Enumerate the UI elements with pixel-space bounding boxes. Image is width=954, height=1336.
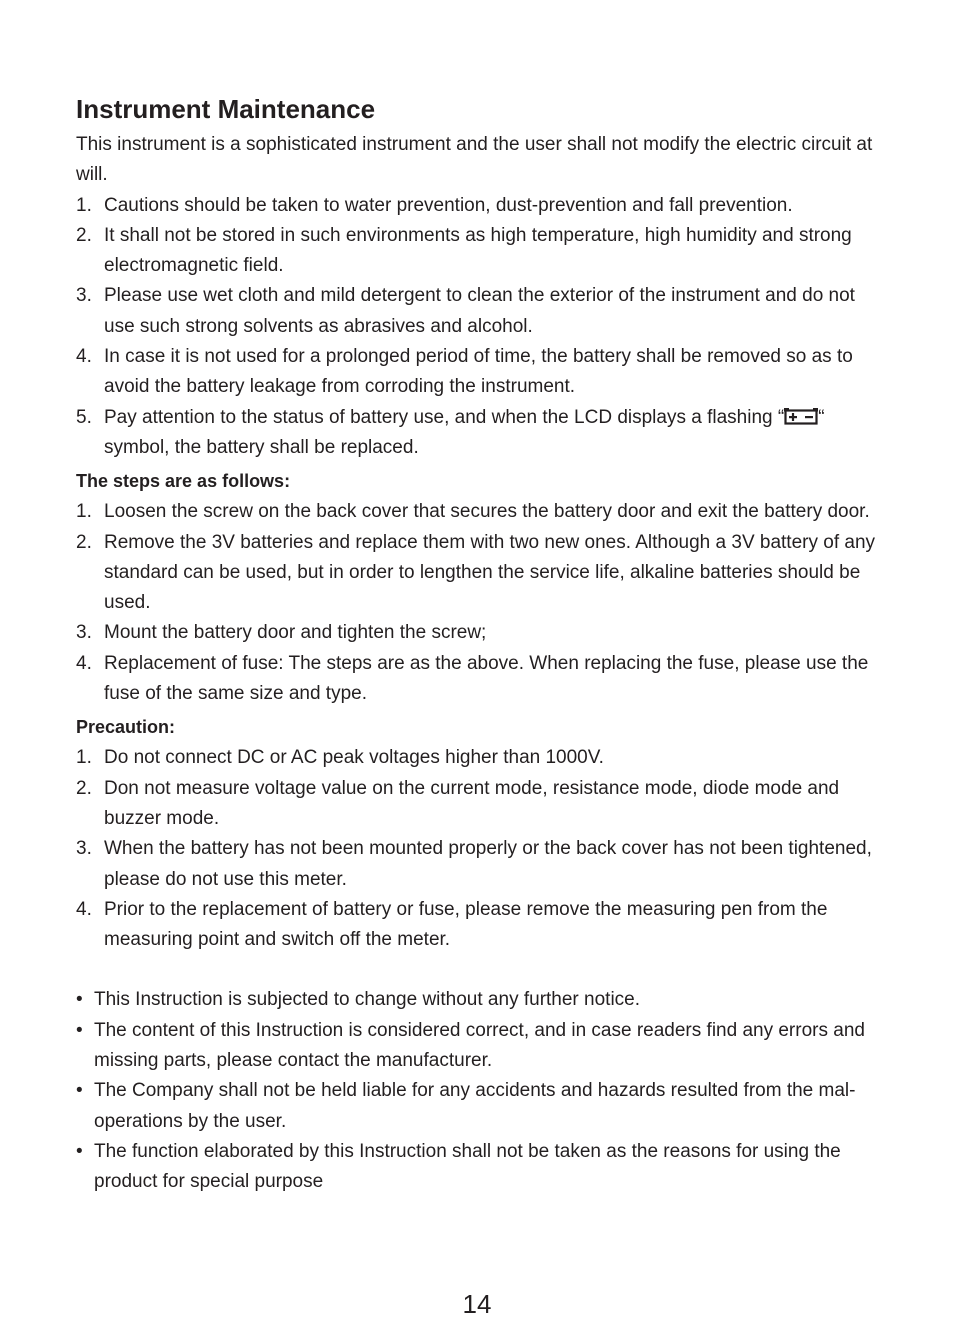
page-number: 14 xyxy=(462,1289,492,1319)
list-item xyxy=(76,191,882,221)
item-text: Prior to the replacement of battery or fuse, please remove the measuring pen from the measuring point and switch off the meter. xyxy=(104,898,828,951)
item-number: 2. xyxy=(76,224,92,246)
list-item xyxy=(76,221,882,282)
item-number: 1. xyxy=(76,747,92,769)
item-number: 2. xyxy=(76,531,92,553)
list-item xyxy=(76,985,882,1015)
precaution-list xyxy=(76,743,882,955)
item-text: Don not measure voltage value on the current mode, resistance mode, diode mode and buzzer mode. xyxy=(104,777,840,829)
item-text: The Company shall not be held liable for any accidents and hazards resulted from the mal-operations by the user. xyxy=(94,1080,856,1132)
list-item xyxy=(76,403,882,464)
item-text: The content of this Instruction is considered correct, and in case readers find any errors and missing parts, please contact the manufacturer. xyxy=(94,1019,865,1072)
list-item xyxy=(76,618,882,648)
bullet-point: • xyxy=(76,1140,83,1162)
item-number: 4. xyxy=(76,652,92,674)
item-number: 4. xyxy=(76,346,92,368)
item-text: The function elaborated by this Instruction shall not be taken as the reasons for using the product for special purpose xyxy=(94,1140,841,1193)
item-number: 3. xyxy=(76,285,92,307)
item-text: Cautions should be taken to water prevention, dust-prevention and fall prevention. xyxy=(104,194,793,216)
intro-paragraph: This instrument is a sophisticated instrument and the user shall not modify the electric circuit at will. xyxy=(76,134,873,186)
list-item xyxy=(76,774,882,835)
list-item xyxy=(76,895,882,956)
item-text: Do not connect DC or AC peak voltages higher than 1000V. xyxy=(104,747,604,769)
list-item xyxy=(76,528,882,619)
item-text: In case it is not used for a prolonged period of time, the battery shall be removed so as to avoid the battery leakage from corroding the instrument. xyxy=(104,346,853,398)
list-item xyxy=(76,281,882,342)
list-item xyxy=(76,1076,882,1137)
list-item xyxy=(76,649,882,710)
item-number: 4. xyxy=(76,898,92,920)
item-text: Remove the 3V batteries and replace them with two new ones. Although a 3V battery of any standard can be used, but in order to lengthen the service life, alkaline batteries should be used. xyxy=(104,531,876,614)
bullet-point: • xyxy=(76,1080,83,1102)
bullet-point: • xyxy=(76,989,83,1011)
item-number: 1. xyxy=(76,501,92,523)
list-item xyxy=(76,1137,882,1198)
notice-list xyxy=(76,985,882,1197)
list-item xyxy=(76,342,882,403)
item-number: 3. xyxy=(76,622,92,644)
steps-heading: The steps are as follows: xyxy=(76,471,291,492)
list-item xyxy=(76,1016,882,1077)
page-title: Instrument Maintenance xyxy=(76,94,376,124)
bullet-point: • xyxy=(76,1019,83,1041)
item-number: 3. xyxy=(76,838,92,860)
list-item xyxy=(76,497,882,527)
item-number: 2. xyxy=(76,777,92,799)
item-text-after-icon: “ symbol, the battery shall be replaced. xyxy=(104,406,825,458)
battery-icon xyxy=(784,408,818,426)
item-number: 1. xyxy=(76,194,92,216)
list-item xyxy=(76,834,882,895)
item-text: This Instruction is subjected to change without any further notice. xyxy=(94,989,641,1011)
precaution-heading: Precaution: xyxy=(76,717,176,738)
item-text: Replacement of fuse: The steps are as the above. When replacing the fuse, please use the fuse of the same size and type. xyxy=(104,652,869,705)
item-text: When the battery has not been mounted properly or the back cover has not been tightened, please do not use this meter. xyxy=(104,838,872,890)
list-item xyxy=(76,743,882,773)
item-text: Please use wet cloth and mild detergent to clean the exterior of the instrument and do not use such strong solvents as abrasives and alcohol. xyxy=(104,285,855,337)
item-text: It shall not be stored in such environments as high temperature, high humidity and strong electromagnetic field. xyxy=(104,224,852,277)
item-text: Loosen the screw on the back cover that secures the battery door and exit the battery door. xyxy=(104,501,870,523)
manual-page xyxy=(76,92,882,1198)
maintenance-list xyxy=(76,191,882,464)
item-text-before-icon: Pay attention to the status of battery use, and when the LCD displays a flashing “ xyxy=(104,406,785,428)
item-number: 5. xyxy=(76,406,92,428)
item-text: Mount the battery door and tighten the screw; xyxy=(104,622,487,644)
steps-list xyxy=(76,497,882,709)
